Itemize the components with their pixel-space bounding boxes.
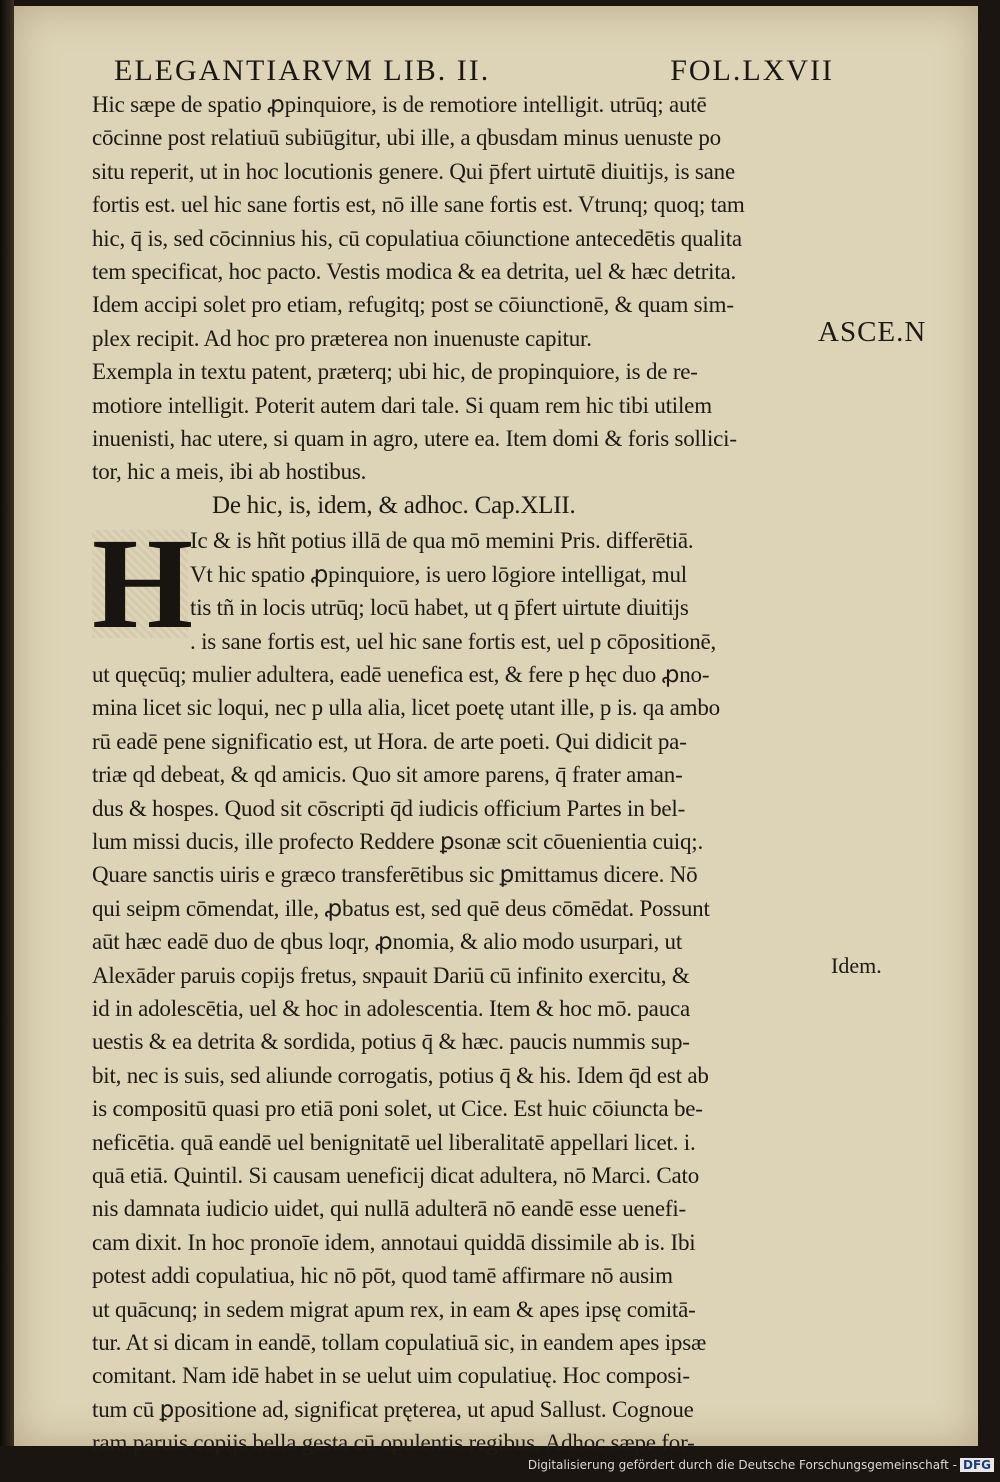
text-line: situ reperit, ut in hoc locutionis genere. Qui p̄fert uirtutē diuitijs, is sane: [92, 158, 735, 184]
text-line: Exempla in textu patent, præterq; ubi hic, de propinquiore, is de re-: [92, 359, 698, 385]
chapter-body: [92, 512, 827, 1459]
text-line: tum cū ꝑpositione ad, significat pręterea, ut apud Sallust. Cognoue: [92, 1396, 694, 1422]
text-line: Idem accipi solet pro etiam, refugitq; post se cōiunctionē, & quam sim-: [92, 292, 734, 318]
text-line: rū eadē pene significatio est, ut Hora. de arte poeti. Qui didicit pa-: [92, 728, 687, 754]
text-line: plex recipit. Ad hoc pro præterea non inuenuste capitur.: [92, 325, 592, 351]
text-line: quā etiā. Quintil. Si causam ueneficij dicat adultera, nō Marci. Cato: [92, 1163, 699, 1188]
decorated-initial: H: [92, 512, 193, 657]
text-line: ut quācunq; in sedem migrat apum rex, in eam & apes ipsę comitā-: [92, 1296, 696, 1322]
text-line: cōcinne post relatiuū subiūgitur, ubi ille, a qbusdam minus uenuste po: [92, 125, 721, 151]
paragraph-block: [92, 88, 827, 489]
text-line: inuenisti, hac utere, si quam in agro, utere ea. Item domi & foris sollici-: [92, 426, 737, 452]
text-line: triæ qd debeat, & qd amicis. Quo sit amore parens, q̄ frater aman-: [92, 762, 683, 788]
text-line: lum missi ducis, ille profecto Reddere ꝑsonæ scit cōuenientia cuiq;.: [92, 828, 704, 854]
text-line: mina licet sic loqui, nec p ulla alia, licet poetę utant ille, p is. qa ambo: [92, 695, 720, 721]
text-line: bit, nec is suis, sed aliunde corrogatis, potius q̄ & his. Idem q̄d est ab: [92, 1062, 709, 1088]
text-line: ut quęcūq; mulier adultera, eadē uenefica est, & fere p hęc duo ꝓno-: [92, 661, 710, 687]
text-line: . is sane fortis est, uel hic sane fortis est, uel p cōpositionē,: [190, 628, 717, 654]
text-line: cam dixit. In hoc pronoīe idem, annotaui quiddā dissimile ab is. Ibi: [92, 1229, 696, 1255]
marginal-note-idem: Idem.: [831, 953, 882, 978]
text-line: uestis & ea detrita & sordida, potius q̄ & hæc. paucis nummis sup-: [92, 1029, 690, 1055]
text-line: Vt hic spatio ꝓpinquiore, is uero lōgiore intelligat, mul: [190, 561, 687, 587]
binding-edge: [0, 0, 14, 1446]
text-line: qui seipm cōmendat, ille, ꝓbatus est, sed quē deus cōmēdat. Possunt: [92, 895, 710, 921]
text-line: tur. At si dicam in eandē, tollam copulatiuā sic, in eandem apes ipsæ: [92, 1330, 707, 1356]
text-line: motiore intelligit. Poterit autem dari tale. Si quam rem hic tibi utilem: [92, 392, 712, 418]
text-line: aūt hæc eadē duo de qbus loqr, ꝓnomia, & alio modo usurpari, ut: [92, 929, 683, 955]
folio-number: FOL.LXVII: [670, 54, 834, 87]
running-title: ELEGANTIARVM LIB. II.: [114, 54, 491, 87]
text-line: hic, q̄ is, sed cōcinnius his, cū copulatiua cōiunctione antecedētis qualita: [92, 225, 742, 251]
text-line: is compositū quasi pro etiā poni solet, ut Cice. Est huic cōiuncta be-: [92, 1096, 703, 1122]
text-line: nis damnata iudicio uidet, qui nullā adulterā nō eandē esse uenefi-: [92, 1196, 686, 1222]
credit-text: Digitalisierung gefördert durch die Deutsche Forschungsgemeinschaft -: [527, 1458, 957, 1472]
text-line: ram paruis copijs bella gesta cū opulentis regibus. Adhoc sæpe for-: [92, 1430, 695, 1456]
text-line: Hic sæpe de spatio ꝓpinquiore, is de remotiore intelligit. utrūq; autē: [92, 92, 707, 117]
text-line: dus & hospes. Quod sit cōscripti q̄d iudicis officium Partes in bel-: [92, 795, 686, 821]
text-line: tor, hic a meis, ibi ab hostibus.: [92, 459, 367, 485]
text-line: neficētia. quā eandē uel benignitatē uel liberalitatē appellari licet. i.: [92, 1129, 696, 1155]
text-block: [92, 88, 827, 1460]
chapter-heading: De hic, is, idem, & adhoc. Cap.XLII.: [212, 491, 576, 519]
marginal-note-ascen: ASCE.N: [818, 316, 927, 348]
text-line: comitant. Nam idē habet in se uelut uim copulatiuę. Hoc composi-: [92, 1363, 690, 1389]
text-line: potest addi copulatiua, hic nō pōt, quod tamē affirmare nō ausim: [92, 1263, 673, 1289]
text-line: tem specificat, hoc pacto. Vestis modica & ea detrita, uel & hæc detrita.: [92, 259, 737, 285]
text-line: id in adolescētia, uel & hoc in adolescentia. Item & hoc mō. pauca: [92, 995, 691, 1021]
book-page: [14, 6, 978, 1456]
text-line: fortis est. uel hic sane fortis est, nō ille sane fortis est. Vtrunq; quoq; tam: [92, 192, 745, 218]
text-line: Quare sanctis uiris e græco transferētibus sic ꝑmittamus dicere. Nō: [92, 862, 698, 888]
digitization-credit: [528, 1458, 994, 1472]
text-line: Ic & is hñt potius illā de qua mō memini Pris. differētiā.: [190, 528, 694, 554]
text-line: tis tñ in locis utrūq; locū habet, ut q p̄fert uirtute diuitijs: [190, 595, 689, 621]
dfg-logo: DFG: [960, 1458, 994, 1472]
text-line: Alexāder paruis copijs fretus, sɴpauit Dariū cū infinito exercitu, &: [92, 962, 690, 988]
